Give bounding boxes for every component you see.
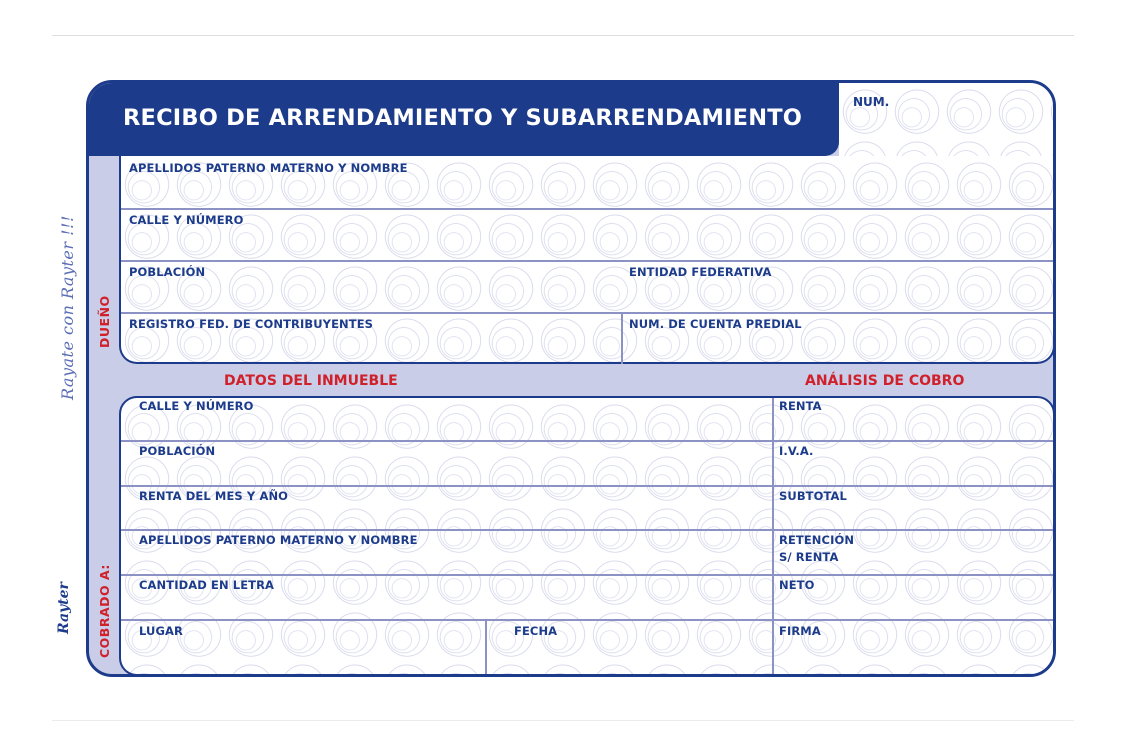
property-town-field[interactable]: POBLACIÓN — [139, 444, 216, 458]
row-divider — [121, 312, 1053, 314]
rent-month-year-field[interactable]: RENTA DEL MES Y AÑO — [139, 489, 289, 503]
date-field[interactable]: FECHA — [514, 624, 558, 638]
withholding-field[interactable] — [779, 532, 854, 565]
owner-section-label: DUEÑO — [97, 295, 112, 348]
owner-state-field[interactable]: ENTIDAD FEDERATIVA — [629, 265, 772, 279]
form-header — [89, 83, 839, 156]
owner-panel — [119, 156, 1055, 364]
row-divider — [121, 208, 1053, 210]
signature-field[interactable]: FIRMA — [779, 624, 821, 638]
property-street-field[interactable]: CALLE Y NÚMERO — [139, 399, 254, 413]
row-divider — [121, 529, 1053, 531]
place-field[interactable]: LUGAR — [139, 624, 183, 638]
billing-analysis-heading: ANÁLISIS DE COBRO — [805, 373, 965, 389]
amount-in-words-field[interactable]: CANTIDAD EN LETRA — [139, 578, 275, 592]
rent-amount-field[interactable]: RENTA — [779, 399, 822, 413]
subtotal-field[interactable]: SUBTOTAL — [779, 489, 847, 503]
owner-town-field[interactable]: POBLACIÓN — [129, 265, 206, 279]
row-divider — [121, 574, 1053, 576]
vat-amount-field[interactable]: I.V.A. — [779, 444, 814, 458]
billing-column-divider — [772, 398, 774, 674]
row-divider — [121, 440, 1053, 442]
charged-to-section-label: COBRADO A: — [97, 564, 112, 658]
receipt-number-field[interactable] — [839, 83, 1056, 156]
row-divider — [121, 260, 1053, 262]
column-divider — [621, 312, 623, 364]
owner-street-field[interactable]: CALLE Y NÚMERO — [129, 213, 244, 227]
date-column-divider — [485, 619, 487, 674]
net-amount-field[interactable]: NETO — [779, 578, 815, 592]
property-data-heading: DATOS DEL INMUEBLE — [224, 373, 398, 389]
brand-logo: Rayter — [56, 582, 72, 634]
withholding-label-line2: S/ RENTA — [779, 549, 839, 564]
charged-to-panel — [119, 396, 1055, 676]
receipt-number-label: NUM. — [853, 95, 890, 109]
row-divider — [121, 619, 1053, 621]
receipt-form — [86, 80, 1056, 677]
form-title: RECIBO DE ARRENDAMIENTO Y SUBARRENDAMIENTO — [123, 105, 803, 131]
bottom-divider — [52, 720, 1074, 721]
row-divider — [121, 485, 1053, 487]
withholding-label-line1: RETENCIÓN — [779, 533, 855, 547]
owner-rfc-field[interactable]: REGISTRO FED. DE CONTRIBUYENTES — [129, 317, 374, 331]
top-divider — [52, 35, 1074, 36]
tenant-name-field[interactable]: APELLIDOS PATERNO MATERNO Y NOMBRE — [139, 533, 418, 547]
owner-property-account-field[interactable]: NUM. DE CUENTA PREDIAL — [629, 317, 802, 331]
owner-name-field[interactable]: APELLIDOS PATERNO MATERNO Y NOMBRE — [129, 161, 408, 175]
slogan-text: Rayate con Rayter !!! — [58, 215, 77, 400]
